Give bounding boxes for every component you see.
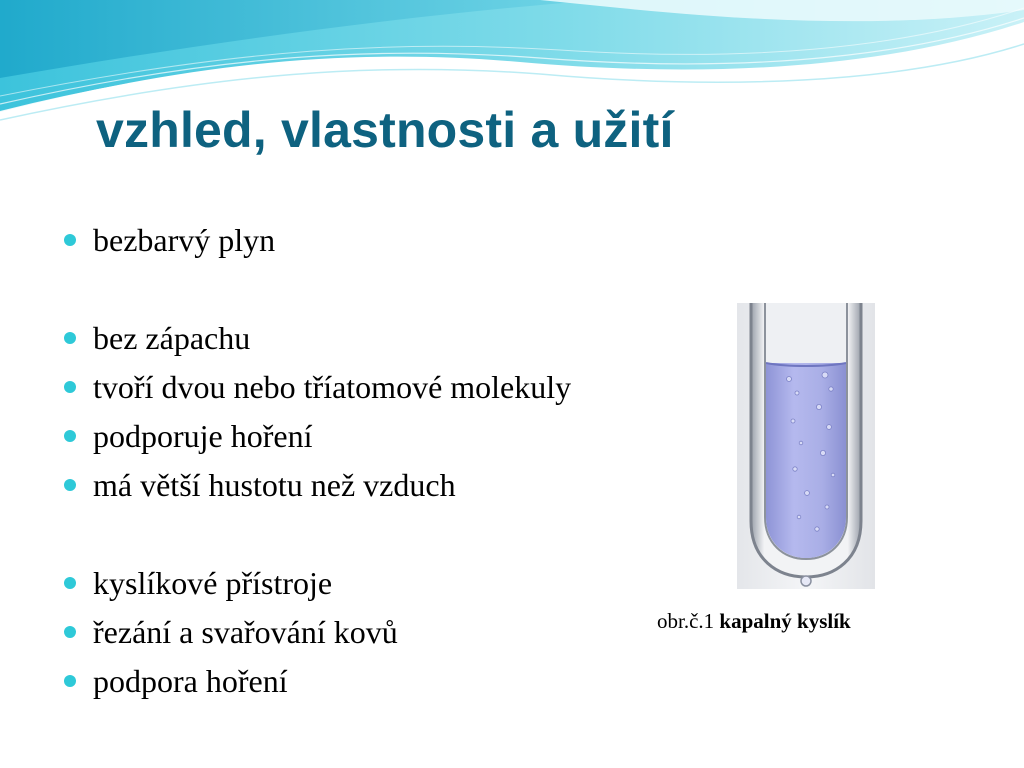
- bullet-dot-icon: [64, 626, 76, 638]
- figure-caption-title: kapalný kyslík: [719, 609, 851, 633]
- bullet-text: tvoří dvou nebo tříatomové molekuly: [93, 369, 572, 405]
- bullet-dot-icon: [64, 479, 76, 491]
- bullet-text: podporuje hoření: [93, 418, 313, 454]
- bullet-dot-icon: [64, 332, 76, 344]
- bullet-text: řezání a svařování kovů: [93, 614, 398, 650]
- bullet-item: [64, 559, 571, 608]
- bullet-text: má větší hustotu než vzduch: [93, 467, 456, 503]
- bullet-text: kyslíkové přístroje: [93, 565, 333, 601]
- bullet-item: [64, 461, 571, 510]
- bullet-dot-icon: [64, 430, 76, 442]
- bullet-dot-icon: [64, 381, 76, 393]
- bullet-dot-icon: [64, 234, 76, 246]
- bullet-item: [64, 314, 571, 363]
- test-tube-image: [737, 303, 875, 589]
- bullet-dot-icon: [64, 577, 76, 589]
- bullet-list: [64, 216, 571, 706]
- figure-caption-label: obr.č.1: [657, 609, 720, 633]
- bullet-item: [64, 363, 571, 412]
- bullet-dot-icon: [64, 675, 76, 687]
- bullet-text: bezbarvý plyn: [93, 222, 276, 258]
- figure-caption: [657, 606, 851, 636]
- bullet-text: bez zápachu: [93, 320, 251, 356]
- bullet-item: [64, 608, 571, 657]
- bullet-item: [64, 412, 571, 461]
- bullet-item: [64, 657, 571, 706]
- bullet-item: [64, 216, 571, 265]
- bullet-text: podpora hoření: [93, 663, 288, 699]
- slide-title: vzhled, vlastnosti a užití: [96, 102, 674, 158]
